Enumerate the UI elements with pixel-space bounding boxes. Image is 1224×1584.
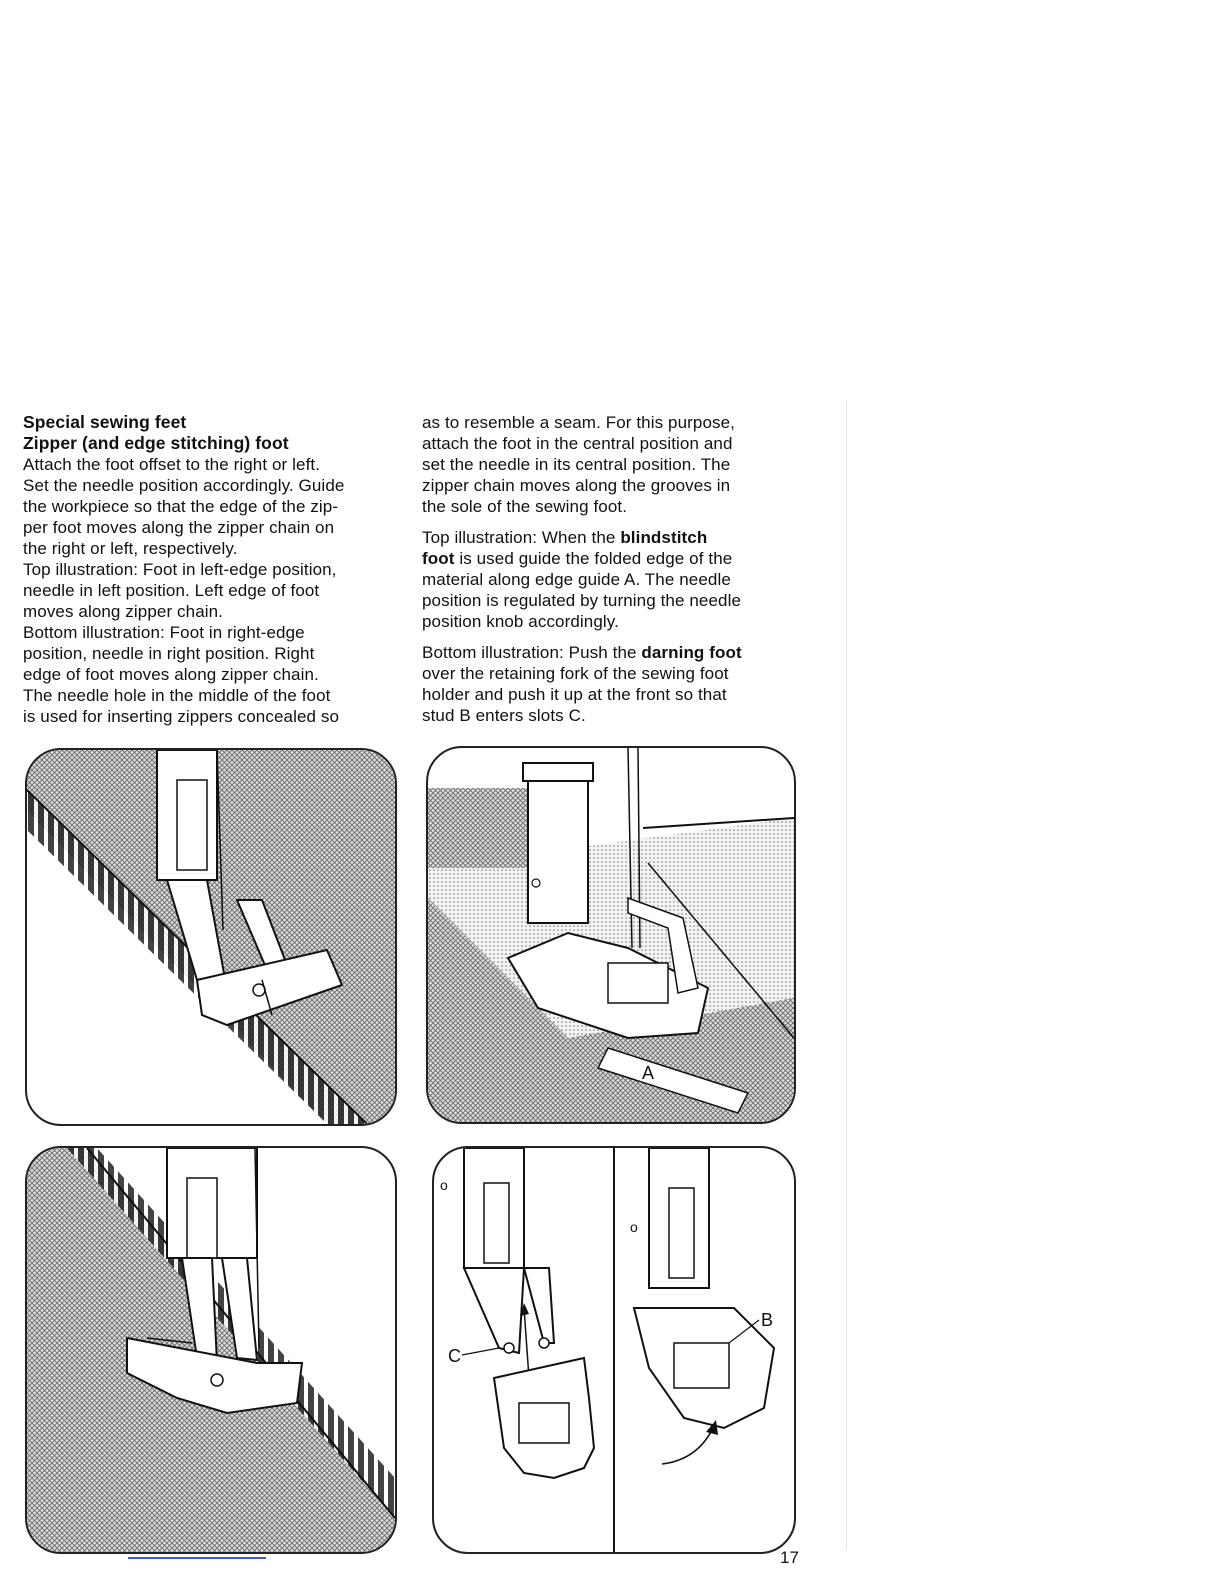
- text-line: edge of foot moves along zipper chain.: [23, 665, 319, 684]
- darning-foot-term: darning foot: [641, 643, 742, 662]
- darning-paragraph-line: [422, 642, 802, 663]
- scan-edge-mark: [846, 400, 847, 1550]
- text-span: is used guide the folded edge of the: [454, 549, 733, 568]
- label-c: C: [448, 1346, 461, 1366]
- section-heading: Special sewing feet: [23, 412, 187, 432]
- label-a: A: [642, 1063, 655, 1083]
- text-line: Attach the foot offset to the right or left.: [23, 455, 321, 474]
- text-line: [422, 548, 802, 569]
- page-number: 17: [780, 1548, 799, 1567]
- zipper-foot-right-svg: [27, 1148, 395, 1552]
- text-line: the workpiece so that the edge of the zip-: [23, 497, 339, 516]
- text-span: Bottom illustration: Push the: [422, 643, 642, 662]
- text-line: material along edge guide A. The needle: [422, 570, 731, 589]
- blindstitch-foot-illustration: [426, 746, 796, 1124]
- zipper-foot-heading: Zipper (and edge stitching) foot: [23, 433, 289, 453]
- zipper-foot-right-edge-illustration: [25, 1146, 397, 1554]
- text-line: holder and push it up at the front so that: [422, 685, 727, 704]
- text-line: position knob accordingly.: [422, 612, 619, 631]
- text-line: set the needle in its central position. The: [422, 455, 731, 474]
- blindstitch-foot-svg: [428, 748, 794, 1122]
- text-line: the right or left, respectively.: [23, 539, 238, 558]
- bottom-rule: [128, 1557, 266, 1559]
- text-line: needle in left position. Left edge of foot: [23, 581, 320, 600]
- screw-mark-right: o: [630, 1219, 638, 1235]
- zipper-foot-left-svg: [27, 750, 395, 1124]
- text-line: over the retaining fork of the sewing foot: [422, 664, 729, 683]
- text-line: the sole of the sewing foot.: [422, 497, 628, 516]
- text-line: Bottom illustration: Foot in right-edge: [23, 623, 305, 642]
- text-line: The needle hole in the middle of the foot: [23, 686, 331, 705]
- text-line: position, needle in right position. Right: [23, 644, 315, 663]
- text-line: position is regulated by turning the needle: [422, 591, 742, 610]
- darning-foot-illustration: [432, 1146, 796, 1554]
- darning-foot-svg: [434, 1148, 794, 1552]
- text-line: Top illustration: Foot in left-edge position,: [23, 560, 337, 579]
- text-line: as to resemble a seam. For this purpose,: [422, 413, 735, 432]
- text-span: Top illustration: When the: [422, 528, 621, 547]
- text-line: moves along zipper chain.: [23, 602, 224, 621]
- text-line: stud B enters slots C.: [422, 706, 586, 725]
- foot-term: foot: [422, 549, 455, 568]
- blindstitch-term: blindstitch: [620, 528, 708, 547]
- zipper-foot-left-edge-illustration: [25, 748, 397, 1126]
- left-text-column: [23, 412, 393, 727]
- text-line: is used for inserting zippers concealed so: [23, 707, 340, 726]
- blindstitch-paragraph-line: [422, 527, 802, 548]
- text-line: Set the needle position accordingly. Guide: [23, 476, 345, 495]
- text-line: per foot moves along the zipper chain on: [23, 518, 335, 537]
- screw-mark-left: o: [440, 1177, 448, 1193]
- text-line: attach the foot in the central position and: [422, 434, 733, 453]
- text-line: zipper chain moves along the grooves in: [422, 476, 731, 495]
- right-text-column: [422, 412, 802, 726]
- label-b: B: [761, 1310, 774, 1330]
